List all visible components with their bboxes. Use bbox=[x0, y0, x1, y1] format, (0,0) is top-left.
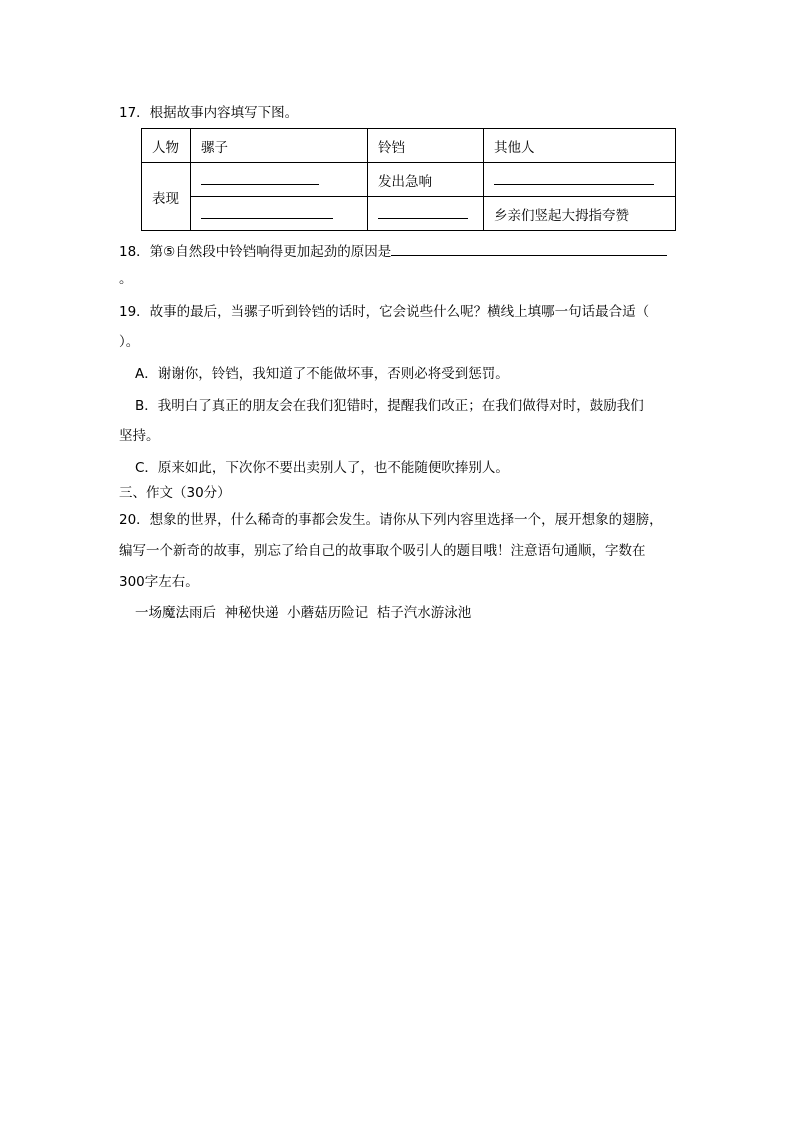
lingdang-answer-2[interactable] bbox=[368, 197, 484, 231]
q19-option-b: B．我明白了真正的朋友会在我们犯错时，提醒我们改正；在我们做得对时，鼓励我们 bbox=[135, 398, 644, 414]
q18-end: 。 bbox=[119, 271, 133, 287]
luozi-answer-1[interactable] bbox=[191, 163, 368, 197]
header-luozi: 骡子 bbox=[191, 129, 368, 163]
others-answer-1[interactable] bbox=[484, 163, 676, 197]
q18-answer-line[interactable] bbox=[391, 241, 667, 256]
lingdang-row1: 发出急响 bbox=[368, 163, 484, 197]
q19-prompt: 19．故事的最后，当骡子听到铃铛的话时，它会说些什么呢？横线上填哪一句话最合适（ bbox=[119, 304, 650, 320]
header-lingdang: 铃铛 bbox=[368, 129, 484, 163]
q17-prompt: 17．根据故事内容填写下图。 bbox=[119, 105, 299, 121]
others-row2: 乡亲们竖起大拇指夸赞 bbox=[484, 197, 676, 231]
section-3-heading: 三、作文（30分） bbox=[119, 485, 231, 501]
q20-prompt-1: 20．想象的世界，什么稀奇的事都会发生。请你从下列内容里选择一个，展开想象的翅膀， bbox=[119, 512, 663, 528]
q19-option-a: A．谢谢你，铃铛，我知道了不能做坏事，否则必将受到惩罚。 bbox=[135, 366, 509, 382]
q19-prompt-end: ）。 bbox=[119, 334, 140, 350]
q19-option-c: C．原来如此，下次你不要出卖别人了，也不能随便吹捧别人。 bbox=[135, 460, 509, 476]
q20-prompt-2: 编写一个新奇的故事，别忘了给自己的故事取个吸引人的题目哦！注意语句通顺，字数在 bbox=[119, 543, 646, 559]
luozi-answer-2[interactable] bbox=[191, 197, 368, 231]
q20-topic-options: 一场魔法雨后 神秘快递 小蘑菇历险记 桔子汽水游泳池 bbox=[135, 605, 472, 621]
header-person: 人物 bbox=[142, 129, 191, 163]
row-label-performance: 表现 bbox=[142, 163, 191, 231]
q17-table bbox=[141, 128, 676, 231]
q18-prompt: 18．第⑤自然段中铃铛响得更加起劲的原因是 bbox=[119, 241, 667, 261]
q19-option-b-cont: 坚持。 bbox=[119, 428, 160, 444]
q20-prompt-3: 300字左右。 bbox=[119, 574, 199, 590]
header-others: 其他人 bbox=[484, 129, 676, 163]
